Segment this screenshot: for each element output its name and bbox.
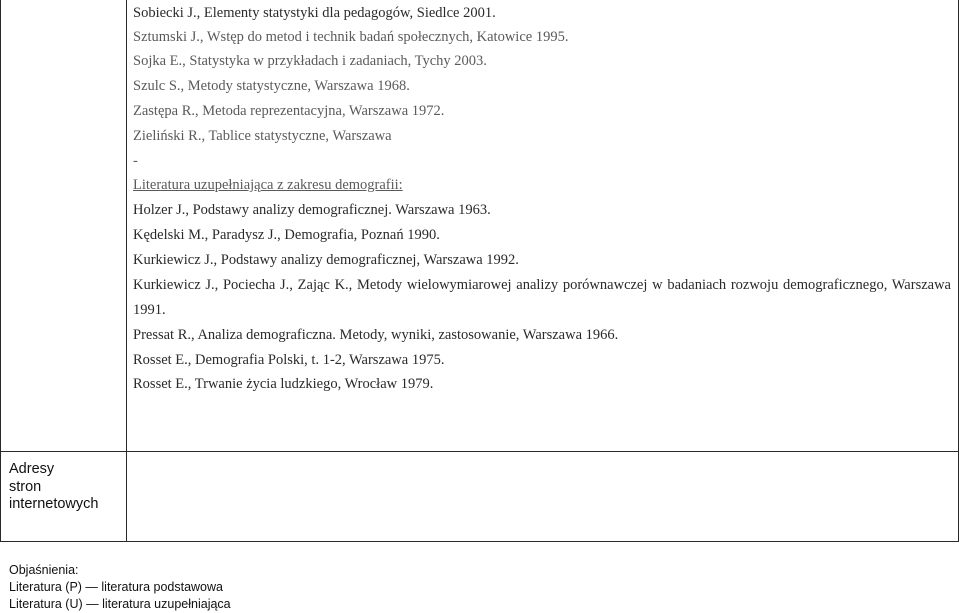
bib-item-holzer: Holzer J., Podstawy analizy demograficznej. Warszawa 1963. [133, 202, 491, 218]
table-border-left [0, 0, 1, 542]
supplementary-heading: Literatura uzupełniająca z zakresu demografii: [133, 177, 403, 193]
bib-item-sztumski: Sztumski J., Wstęp do metod i technik badań społecznych, Katowice 1995. [133, 29, 569, 45]
bib-item-kurkiewicz-1992: Kurkiewicz J., Podstawy analizy demograficznej, Warszawa 1992. [133, 252, 519, 268]
bib-item-kedelski: Kędelski M., Paradysz J., Demografia, Poznań 1990. [133, 227, 440, 243]
explanations [9, 562, 231, 613]
bib-item-szulc: Szulc S., Metody statystyczne, Warszawa 1968. [133, 78, 410, 94]
bib-item-pressat: Pressat R., Analiza demograficzna. Metody, wyniki, zastosowanie, Warszawa 1966. [133, 327, 619, 343]
bib-item-rosset-1979: Rosset E., Trwanie życia ludzkiego, Wrocław 1979. [133, 376, 434, 392]
bib-item-rosset-1975: Rosset E., Demografia Polski, t. 1-2, Warszawa 1975. [133, 352, 445, 368]
explanation-supplementary: Literatura (U) — literatura uzupełniająca [9, 597, 231, 611]
table-row-divider [0, 451, 959, 452]
table-border-bottom [0, 541, 959, 542]
bib-item-kurkiewicz-pociecha-year: 1991. [133, 302, 166, 318]
web-addresses-label-line: internetowych [9, 496, 99, 512]
web-addresses-label-line: Adresy [9, 461, 55, 477]
web-addresses-label-line: stron [9, 478, 42, 495]
web-addresses-label [9, 461, 98, 514]
explanation-basic: Literatura (P) — literatura podstawowa [9, 580, 223, 594]
bib-item-zastepa: Zastępa R., Metoda reprezentacyjna, Warszawa 1972. [133, 103, 445, 119]
table-border-right [958, 0, 959, 542]
dash-marker: - [133, 153, 138, 169]
bib-item-kurkiewicz-pociecha: Kurkiewicz J., Pociecha J., Zając K., Metody wielowymiarowej analizy porównawczej w badaniach rozwoju demograficznego, Warszawa [133, 277, 951, 293]
explanations-title: Objaśnienia: [9, 563, 79, 577]
bib-item-zielinski: Zieliński R., Tablice statystyczne, Warszawa [133, 128, 392, 144]
bib-item-sobiecki: Sobiecki J., Elementy statystyki dla pedagogów, Siedlce 2001. [133, 5, 496, 21]
bib-item-sojka: Sojka E., Statystyka w przykładach i zadaniach, Tychy 2003. [133, 53, 487, 69]
table-column-divider [126, 0, 127, 542]
